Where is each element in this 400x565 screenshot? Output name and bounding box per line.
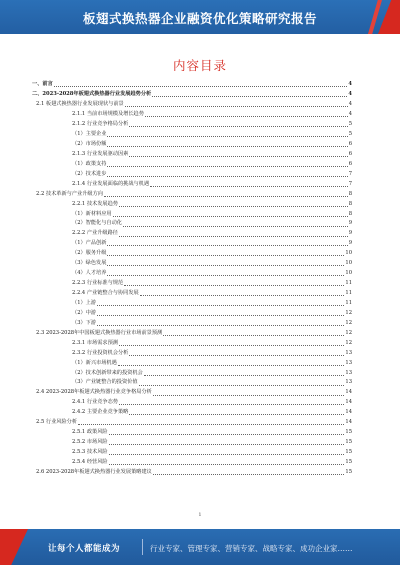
toc-entry[interactable] xyxy=(32,189,352,199)
toc-entry[interactable] xyxy=(32,179,352,189)
toc-entry-page: 12 xyxy=(345,339,352,346)
toc-entry-page: 5 xyxy=(348,121,352,128)
toc-entry-page: 10 xyxy=(345,260,352,267)
toc-entry-title: 2.2 技术革新与产业升级方向 xyxy=(36,190,103,197)
toc-leader-dots xyxy=(97,321,344,326)
toc-entry-page: 11 xyxy=(345,299,352,306)
toc-entry-page: 6 xyxy=(348,140,352,147)
toc-leader-dots xyxy=(119,341,344,346)
toc-leader-dots xyxy=(104,192,348,197)
toc-entry-title: （4）人才培养 xyxy=(72,270,107,277)
toc-entry-title: 2.2.3 行业标准与规范 xyxy=(72,280,124,287)
toc-entry[interactable] xyxy=(32,358,352,368)
toc-leader-dots xyxy=(129,410,344,415)
toc-entry-page: 15 xyxy=(345,468,352,475)
toc-leader-dots xyxy=(123,222,348,227)
toc-leader-dots xyxy=(144,371,345,376)
toc-entry[interactable] xyxy=(32,319,352,329)
toc-entry-title: 2.5.2 市场风险 xyxy=(72,439,108,446)
toc-entry-title: （1）政策支持 xyxy=(72,160,107,167)
toc-entry[interactable] xyxy=(32,388,352,398)
toc-entry[interactable] xyxy=(32,160,352,170)
toc-leader-dots xyxy=(107,271,344,276)
toc-entry-title: （3）产业链整合的投资价值 xyxy=(72,379,138,386)
report-footer xyxy=(0,529,400,565)
toc-entry[interactable] xyxy=(32,110,352,120)
toc-entry-title: 2.3.1 市场需求预测 xyxy=(72,339,118,346)
toc-entry[interactable] xyxy=(32,219,352,229)
toc-entry-page: 6 xyxy=(348,150,352,157)
toc-entry[interactable] xyxy=(32,338,352,348)
toc-entry-page: 12 xyxy=(345,329,352,336)
toc-entry-page: 10 xyxy=(345,250,352,257)
toc-leader-dots xyxy=(150,182,348,187)
toc-entry[interactable] xyxy=(32,100,352,110)
toc-entry[interactable] xyxy=(32,249,352,259)
toc-entry-title: （1）产品创新 xyxy=(72,240,107,247)
toc-entry-title: 2.5.4 经营风险 xyxy=(72,458,108,465)
toc-entry-title: 2.5.1 政策风险 xyxy=(72,429,108,436)
toc-entry-title: （2）服务升级 xyxy=(72,250,107,257)
toc-leader-dots xyxy=(109,430,345,435)
toc-leader-dots xyxy=(54,82,348,87)
toc-leader-dots xyxy=(107,261,344,266)
toc-entry-title: （2）智能化与自动化 xyxy=(72,220,122,227)
toc-entry-page: 12 xyxy=(345,309,352,316)
toc-entry-page: 4 xyxy=(348,91,352,98)
toc-leader-dots xyxy=(119,400,344,405)
report-header xyxy=(0,0,400,34)
toc-entry-title: 2.2.1 技术发展趋势 xyxy=(72,200,118,207)
toc-entry-title: （1）上游 xyxy=(72,299,97,306)
toc-entry-page: 7 xyxy=(348,180,352,187)
toc-entry-title: （3）下游 xyxy=(72,319,97,326)
toc-leader-dots xyxy=(109,460,345,465)
toc-entry-page: 15 xyxy=(345,449,352,456)
toc-entry-page: 7 xyxy=(348,170,352,177)
toc-entry-page: 8 xyxy=(348,200,352,207)
toc-entry[interactable] xyxy=(32,199,352,209)
toc-leader-dots xyxy=(139,381,345,386)
toc-leader-dots xyxy=(129,152,347,157)
toc-leader-dots xyxy=(113,212,348,217)
toc-entry-title: 2.1.4 行业发展面临的挑战与机遇 xyxy=(72,180,150,187)
toc-leader-dots xyxy=(107,241,347,246)
toc-leader-dots xyxy=(109,450,345,455)
toc-leader-dots xyxy=(107,251,344,256)
toc-leader-dots xyxy=(140,291,345,296)
toc-entry-page: 14 xyxy=(345,409,352,416)
toc-entry[interactable] xyxy=(32,448,352,458)
toc-entry[interactable] xyxy=(32,438,352,448)
toc-entry[interactable] xyxy=(32,378,352,388)
toc-entry[interactable] xyxy=(32,140,352,150)
toc-entry[interactable] xyxy=(32,259,352,269)
toc-entry[interactable] xyxy=(32,130,352,140)
toc-entry-page: 8 xyxy=(348,190,352,197)
toc-entry-title: 2.1.2 行业竞争格局分析 xyxy=(72,121,129,128)
toc-entry[interactable] xyxy=(32,239,352,249)
toc-entry-title: （1）主要企业 xyxy=(72,131,107,138)
toc-entry-page: 13 xyxy=(345,349,352,356)
toc-entry-page: 15 xyxy=(345,458,352,465)
toc-entry-page: 13 xyxy=(345,369,352,376)
toc-entry-page: 12 xyxy=(345,319,352,326)
toc-entry[interactable] xyxy=(32,328,352,338)
toc-entry-title: 2.5 行业风险分析 xyxy=(36,419,78,426)
toc-entry[interactable] xyxy=(32,169,352,179)
toc-entry[interactable] xyxy=(32,279,352,289)
toc-entry[interactable] xyxy=(32,150,352,160)
toc-entry-title: 2.5.3 技术风险 xyxy=(72,449,108,456)
toc-heading: 内容目录 xyxy=(172,58,227,73)
toc-entry-title: 2.3 2023-2028年中国板翅式换热器行业市场前景预测 xyxy=(36,329,163,336)
toc-entry-title: 2.3.2 行业投资机会分析 xyxy=(72,349,129,356)
toc-entry-title: 二、2023-2028年板翅式换热器行业发展趋势分析 xyxy=(32,91,152,98)
toc-leader-dots xyxy=(163,331,344,336)
toc-leader-dots xyxy=(125,102,348,107)
toc-entry[interactable] xyxy=(32,229,352,239)
toc-entry-page: 15 xyxy=(345,429,352,436)
toc-entry-title: （1）新材料应用 xyxy=(72,210,112,217)
toc-entry-page: 8 xyxy=(348,210,352,217)
toc-entry-title: 2.4.1 行业竞争态势 xyxy=(72,399,118,406)
toc-entry-title: （2）技术进步 xyxy=(72,170,107,177)
toc-entry[interactable] xyxy=(32,209,352,219)
toc-entry-page: 14 xyxy=(345,419,352,426)
toc-entry-page: 4 xyxy=(348,81,352,88)
footer-slogan: 让每个人都能成为 xyxy=(48,544,121,554)
toc-leader-dots xyxy=(109,440,345,445)
toc-entry-title: 2.1.3 行业发展驱动因素 xyxy=(72,150,129,157)
toc-entry-page: 4 xyxy=(348,111,352,118)
toc-entry-page: 6 xyxy=(348,160,352,167)
toc-leader-dots xyxy=(129,351,344,356)
toc-leader-dots xyxy=(129,122,347,127)
table-of-contents xyxy=(32,80,352,478)
toc-entry[interactable] xyxy=(32,428,352,438)
footer-accent xyxy=(0,529,28,565)
toc-leader-dots xyxy=(118,361,345,366)
toc-entry-page: 9 xyxy=(348,230,352,237)
toc-entry[interactable] xyxy=(32,368,352,378)
toc-entry-title: （3）绿色发展 xyxy=(72,260,107,267)
page-number: 1 xyxy=(198,512,202,518)
toc-entry[interactable] xyxy=(32,299,352,309)
toc-leader-dots xyxy=(153,470,345,475)
toc-entry-page: 14 xyxy=(345,399,352,406)
toc-leader-dots xyxy=(78,420,344,425)
toc-entry[interactable] xyxy=(32,269,352,279)
toc-entry-title: 2.1 板翅式换热器行业发展现状与前景 xyxy=(36,101,124,108)
toc-entry[interactable] xyxy=(32,348,352,358)
toc-entry-title: 2.2.4 产业链整合与协同发展 xyxy=(72,290,139,297)
toc-entry[interactable] xyxy=(32,468,352,478)
toc-entry-page: 13 xyxy=(345,379,352,386)
toc-entry-page: 13 xyxy=(345,359,352,366)
toc-leader-dots xyxy=(119,202,348,207)
toc-entry[interactable] xyxy=(32,398,352,408)
toc-entry-title: 2.6 2023-2028年板翅式换热器行业发展策略建议 xyxy=(36,468,152,475)
toc-leader-dots xyxy=(119,232,348,237)
toc-entry-title: （2）技术创新带来的投资机会 xyxy=(72,369,143,376)
toc-entry-title: 2.1.1 当前市场规模及增长趋势 xyxy=(72,111,144,118)
toc-entry[interactable] xyxy=(32,458,352,468)
toc-entry[interactable] xyxy=(32,120,352,130)
footer-roles: 行业专家、管理专家、营销专家、战略专家、成功企业家…… xyxy=(150,544,353,553)
toc-entry[interactable] xyxy=(32,309,352,319)
toc-entry-page: 9 xyxy=(348,240,352,247)
toc-leader-dots xyxy=(107,142,347,147)
toc-leader-dots xyxy=(107,162,347,167)
toc-entry[interactable] xyxy=(32,289,352,299)
toc-entry[interactable] xyxy=(32,408,352,418)
toc-leader-dots xyxy=(107,132,347,137)
toc-entry-page: 4 xyxy=(348,101,352,108)
toc-leader-dots xyxy=(97,311,344,316)
toc-leader-dots xyxy=(152,92,347,97)
toc-leader-dots xyxy=(107,172,347,177)
toc-leader-dots xyxy=(153,391,345,396)
toc-leader-dots xyxy=(145,112,348,117)
toc-entry-title: 2.4.2 主要企业竞争策略 xyxy=(72,409,129,416)
report-title: 板翅式换热器企业融资优化策略研究报告 xyxy=(82,11,317,26)
toc-entry-title: （2）中游 xyxy=(72,309,97,316)
toc-entry-title: 2.2.2 产业升级路径 xyxy=(72,230,118,237)
toc-entry[interactable] xyxy=(32,418,352,428)
toc-entry-page: 15 xyxy=(345,439,352,446)
toc-entry-title: 一、前言 xyxy=(32,81,53,88)
toc-entry-page: 9 xyxy=(348,220,352,227)
footer-divider xyxy=(142,539,143,555)
toc-entry-page: 14 xyxy=(345,389,352,396)
toc-entry[interactable] xyxy=(32,80,352,90)
toc-entry[interactable] xyxy=(32,90,352,100)
toc-entry-title: 2.4 2023-2028年板翅式换热器行业竞争格局分析 xyxy=(36,389,152,396)
toc-entry-title: （2）市场份额 xyxy=(72,140,107,147)
toc-entry-page: 10 xyxy=(345,270,352,277)
toc-leader-dots xyxy=(97,301,344,306)
toc-leader-dots xyxy=(124,281,344,286)
toc-entry-title: （1）新兴市场机遇 xyxy=(72,359,117,366)
toc-entry-page: 11 xyxy=(345,290,352,297)
toc-entry-page: 5 xyxy=(348,131,352,138)
toc-entry-page: 11 xyxy=(345,280,352,287)
